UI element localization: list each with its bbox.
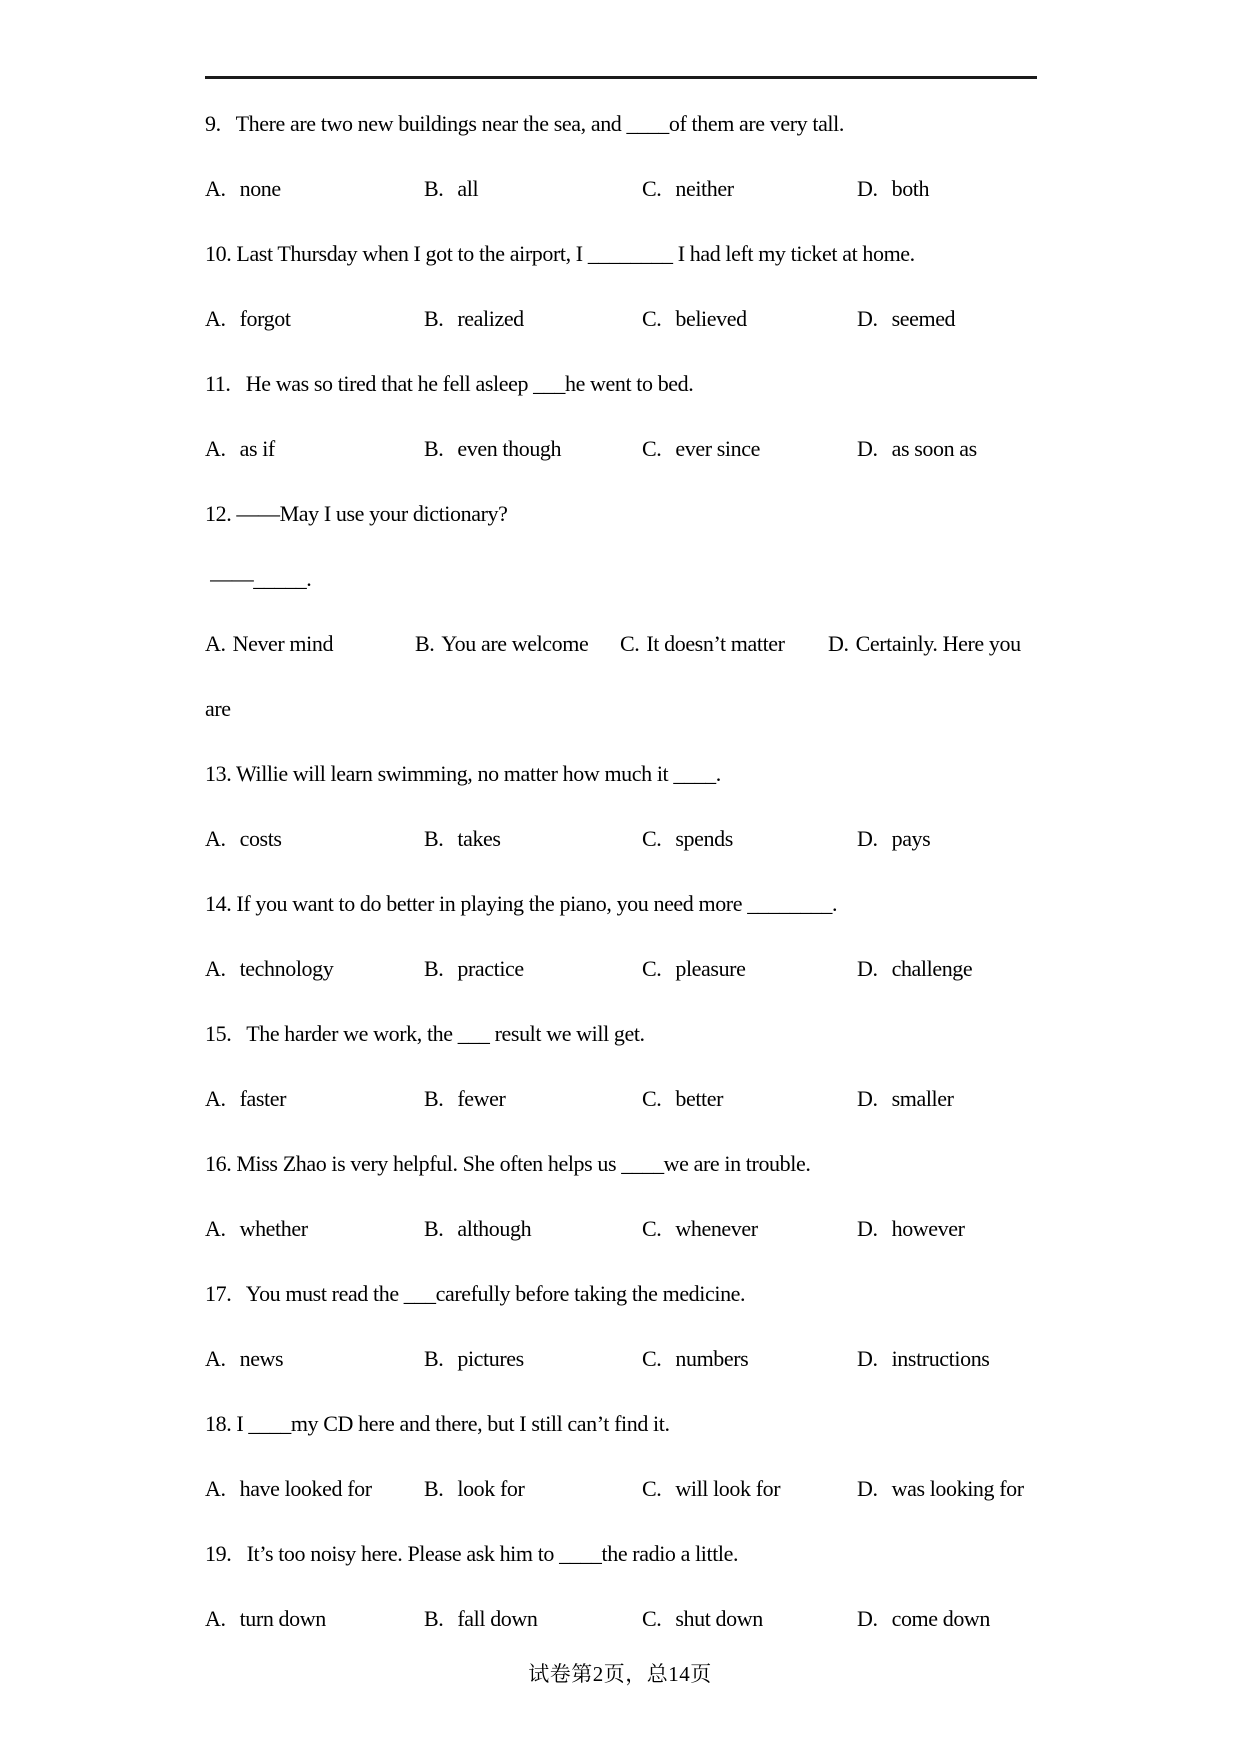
option-label: A. [205, 1216, 226, 1241]
question-stem: 17. You must read the ___carefully before taking the medicine. [205, 1281, 746, 1306]
options-row [205, 630, 1105, 660]
options-row [205, 825, 1105, 855]
option-text: better [675, 1086, 724, 1111]
question-stem: 11. He was so tired that he fell asleep ___he went to bed. [205, 371, 694, 396]
options-row [205, 435, 1105, 465]
option-label: B. [424, 1606, 444, 1631]
option-d [857, 175, 929, 202]
option-text: fewer [457, 1086, 506, 1111]
option-b [424, 1085, 505, 1112]
question-stem: 9. There are two new buildings near the sea, and ____of them are very tall. [205, 111, 844, 136]
option-text: Never mind [232, 631, 334, 656]
option-label: C. [642, 1346, 662, 1371]
options-row [205, 305, 1105, 335]
option-label: C. [642, 1216, 662, 1241]
option-a [205, 1085, 286, 1112]
option-label: B. [415, 631, 435, 656]
option-text: faster [239, 1086, 287, 1111]
option-label: C. [642, 176, 662, 201]
option-text: practice [457, 956, 524, 981]
option-b [415, 630, 588, 657]
option-d [857, 1345, 989, 1372]
option-a [205, 630, 333, 657]
option-text: look for [457, 1476, 525, 1501]
option-b [424, 1345, 524, 1372]
options-row [205, 175, 1105, 205]
option-label: B. [424, 826, 444, 851]
option-d [857, 305, 955, 332]
header-divider-rule [205, 76, 1037, 79]
option-text: smaller [891, 1086, 954, 1111]
option-c [642, 955, 745, 982]
question-stem: 18. I ____my CD here and there, but I still can’t find it. [205, 1411, 670, 1436]
option-label: C. [642, 956, 662, 981]
option-text: pays [891, 826, 931, 851]
option-text: seemed [891, 306, 956, 331]
option-label: B. [424, 1346, 444, 1371]
option-label: A. [205, 631, 226, 656]
option-text: It doesn’t matter [646, 631, 785, 656]
option-label: D. [857, 1086, 878, 1111]
options-row [205, 955, 1105, 985]
option-a [205, 175, 281, 202]
option-label: D. [857, 1476, 878, 1501]
option-c [642, 435, 760, 462]
question-stem: 13. Willie will learn swimming, no matter how much it ____. [205, 761, 721, 786]
option-text: shut down [675, 1606, 763, 1631]
option-text: none [239, 176, 281, 201]
option-text: whether [239, 1216, 308, 1241]
option-text: spends [675, 826, 733, 851]
option-label: A. [205, 436, 226, 461]
options-row [205, 1605, 1105, 1635]
option-label: B. [424, 1476, 444, 1501]
option-c [642, 1345, 748, 1372]
option-label: D. [857, 1216, 878, 1241]
option-c [620, 630, 785, 657]
option-text: forgot [239, 306, 291, 331]
option-a [205, 1605, 326, 1632]
question-stem: 16. Miss Zhao is very helpful. She often helps us ____we are in trouble. [205, 1151, 811, 1176]
option-text: pictures [457, 1346, 524, 1371]
option-label: B. [424, 956, 444, 981]
option-a [205, 1475, 372, 1502]
question-stem-continued: ——_____. [205, 566, 312, 591]
option-text: technology [239, 956, 334, 981]
option-d [828, 630, 1021, 657]
option-label: D. [828, 631, 849, 656]
option-label: B. [424, 1086, 444, 1111]
option-label: A. [205, 956, 226, 981]
option-c [642, 1605, 763, 1632]
option-a [205, 435, 275, 462]
option-text: neither [675, 176, 734, 201]
option-text: believed [675, 306, 747, 331]
option-text: come down [891, 1606, 991, 1631]
option-label: D. [857, 436, 878, 461]
option-text: pleasure [675, 956, 746, 981]
option-label: C. [642, 826, 662, 851]
option-text: will look for [675, 1476, 781, 1501]
option-c [642, 1475, 780, 1502]
option-label: C. [642, 306, 662, 331]
options-row [205, 1085, 1105, 1115]
option-a [205, 825, 282, 852]
option-label: A. [205, 1086, 226, 1111]
option-label: A. [205, 1346, 226, 1371]
option-text: Certainly. Here you [855, 631, 1021, 656]
option-b [424, 1605, 537, 1632]
option-text: as if [239, 436, 275, 461]
option-text: all [457, 176, 479, 201]
option-b [424, 175, 478, 202]
option-d [857, 825, 930, 852]
option-text: fall down [457, 1606, 538, 1631]
option-label: B. [424, 1216, 444, 1241]
options-row [205, 1215, 1105, 1245]
question-stem: 19. It’s too noisy here. Please ask him to ____the radio a little. [205, 1541, 739, 1566]
option-text: costs [239, 826, 282, 851]
option-b [424, 305, 524, 332]
option-b [424, 435, 561, 462]
option-text: however [891, 1216, 965, 1241]
option-a [205, 305, 291, 332]
option-c [642, 825, 733, 852]
option-d [857, 1085, 954, 1112]
option-a [205, 955, 333, 982]
option-label: D. [857, 1606, 878, 1631]
option-label: C. [642, 436, 662, 461]
question-stem: 15. The harder we work, the ___ result we will get. [205, 1021, 645, 1046]
option-label: D. [857, 826, 878, 851]
option-b [424, 955, 524, 982]
option-text: challenge [891, 956, 973, 981]
option-text: turn down [239, 1606, 326, 1631]
question-stem: 14. If you want to do better in playing the piano, you need more ________. [205, 891, 838, 916]
option-text: takes [457, 826, 501, 851]
option-c [642, 1215, 758, 1242]
option-label: B. [424, 306, 444, 331]
option-c [642, 305, 747, 332]
option-label: C. [642, 1476, 662, 1501]
option-label: D. [857, 176, 878, 201]
option-d [857, 955, 972, 982]
option-c [642, 1085, 723, 1112]
option-label: D. [857, 956, 878, 981]
option-c [642, 175, 734, 202]
option-label: C. [620, 631, 640, 656]
option-text: both [891, 176, 930, 201]
option-text: as soon as [891, 436, 977, 461]
option-label: B. [424, 176, 444, 201]
option-text: although [457, 1216, 532, 1241]
option-text: even though [457, 436, 562, 461]
option-label: A. [205, 306, 226, 331]
option-label: C. [642, 1086, 662, 1111]
option-label: A. [205, 1476, 226, 1501]
option-label: D. [857, 306, 878, 331]
option-label: A. [205, 176, 226, 201]
option-text: news [239, 1346, 284, 1371]
option-label: A. [205, 1606, 226, 1631]
option-text: numbers [675, 1346, 749, 1371]
option-text: was looking for [891, 1476, 1024, 1501]
option-text: whenever [675, 1216, 758, 1241]
option-text: instructions [891, 1346, 990, 1371]
option-label: C. [642, 1606, 662, 1631]
option-text: realized [457, 306, 524, 331]
option-label: A. [205, 826, 226, 851]
option-b [424, 825, 501, 852]
options-row [205, 1345, 1105, 1375]
option-d [857, 1605, 990, 1632]
option-text: You are welcome [441, 631, 589, 656]
question-stem: 10. Last Thursday when I got to the airport, I ________ I had left my ticket at home. [205, 241, 915, 266]
option-d [857, 435, 977, 462]
options-row [205, 1475, 1105, 1505]
option-text: ever since [675, 436, 760, 461]
option-label: B. [424, 436, 444, 461]
option-d [857, 1215, 965, 1242]
option-b [424, 1215, 531, 1242]
option-d [857, 1475, 1024, 1502]
option-b [424, 1475, 524, 1502]
option-a [205, 1215, 308, 1242]
option-a [205, 1345, 283, 1372]
option-label: D. [857, 1346, 878, 1371]
option-text: have looked for [239, 1476, 372, 1501]
page-footer: 试卷第2页，总14页 [528, 1662, 712, 1686]
options-continuation: are [205, 696, 231, 721]
question-stem: 12. ——May I use your dictionary? [205, 501, 508, 526]
